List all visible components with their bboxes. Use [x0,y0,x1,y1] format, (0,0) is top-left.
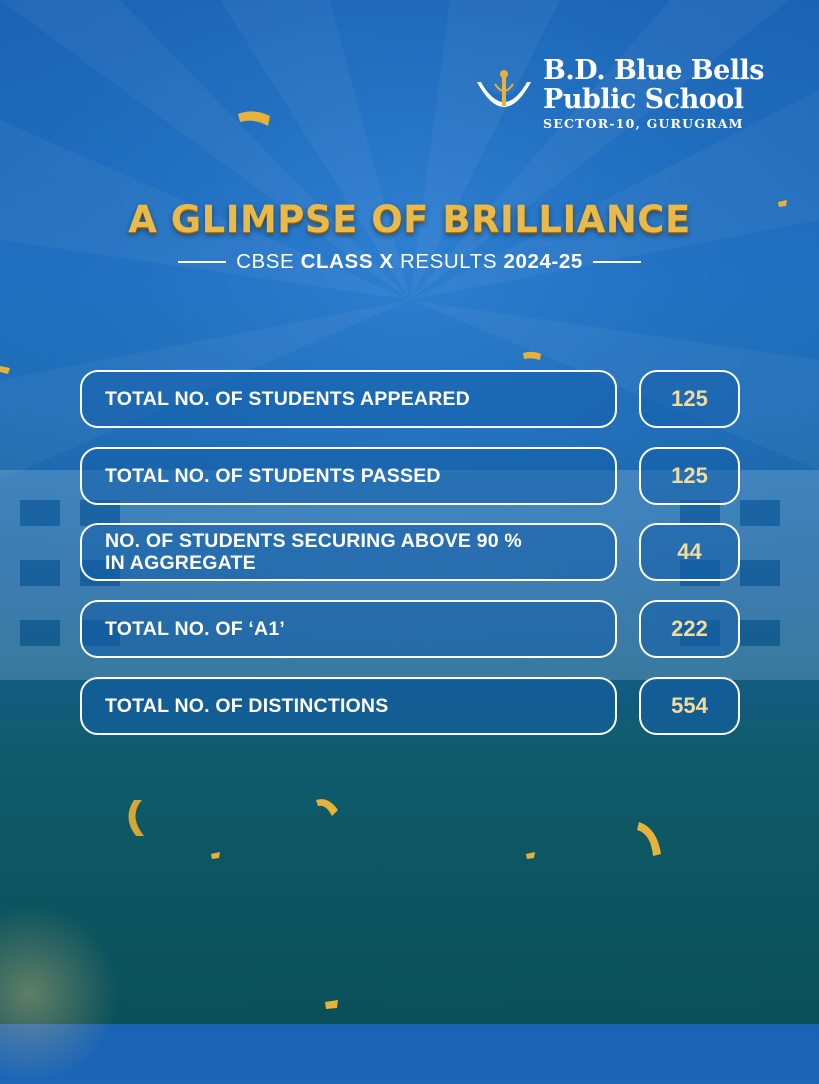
stat-value: 222 [671,616,708,641]
stat-value-box [639,523,740,581]
stat-label-box [80,447,617,505]
stat-label: TOTAL NO. OF ‘A1’ [105,618,285,640]
stat-label: NO. OF STUDENTS SECURING ABOVE 90 % IN AGGREGATE [105,530,522,574]
confetti-piece [314,796,340,818]
confetti-piece [124,798,150,838]
confetti-piece [521,350,543,362]
stat-value: 44 [677,539,702,564]
school-name-line2: Public School [543,84,744,115]
grass-field-background [0,720,819,1024]
confetti-piece [635,818,665,858]
stat-label-box [80,677,617,735]
stat-row-distinctions [80,677,740,737]
confetti-piece [236,108,272,130]
stat-label: TOTAL NO. OF DISTINCTIONS [105,695,389,717]
stat-label-box [80,600,617,658]
stat-row-above-90 [80,523,740,583]
confetti-piece [526,852,536,860]
stat-value: 125 [671,463,708,488]
subtitle [0,250,819,274]
confetti-piece [211,852,221,860]
school-logo [471,56,764,131]
stat-value: 554 [671,693,708,718]
stat-label: TOTAL NO. OF STUDENTS PASSED [105,465,441,487]
subtitle-rule-right [593,261,641,263]
stat-label-box [80,523,617,581]
stat-value-box [639,677,740,735]
stat-value-box [639,370,740,428]
school-name-line1: B.D. Blue Bells [543,55,764,86]
stat-label: TOTAL NO. OF STUDENTS APPEARED [105,388,470,410]
stat-value: 125 [671,386,708,411]
school-location: SECTOR-10, GURUGRAM [543,116,744,131]
school-crest-icon [471,68,537,120]
confetti-piece [0,364,12,376]
subtitle-text: CBSE CLASS X RESULTS 2024-25 [236,250,583,273]
page-title: A GLIMPSE OF BRILLIANCE [128,198,691,241]
confetti-piece [325,1000,339,1010]
stat-value-box [639,447,740,505]
stat-row-appeared [80,370,740,430]
stat-row-passed [80,447,740,507]
stat-value-box [639,600,740,658]
subtitle-rule-left [178,261,226,263]
stat-row-a1 [80,600,740,660]
stat-label-box [80,370,617,428]
